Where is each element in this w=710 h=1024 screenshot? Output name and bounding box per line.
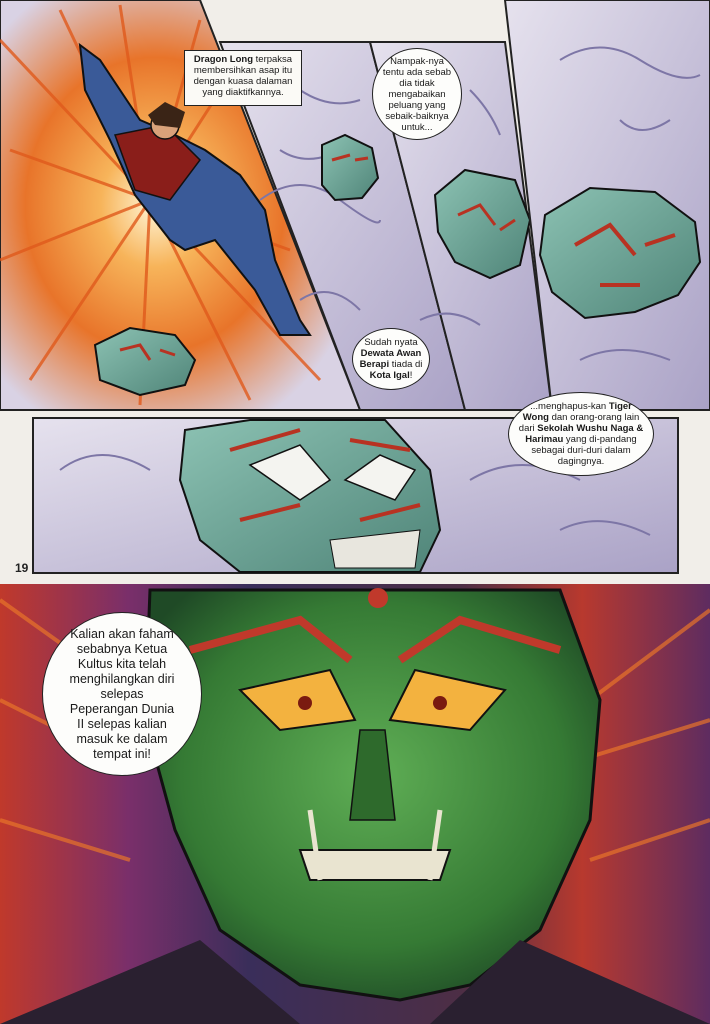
- speech-bubble-nampaknya: [372, 48, 462, 140]
- bubble-text-part: tiada di: [389, 359, 423, 370]
- bubble-text: Kalian akan faham sebabnya Ketua Kultus kita telah menghilangkan diri selepas Peperangan Dunia II selepas kalian masuk ke dalam tempat ini!: [69, 626, 175, 761]
- caption-text: terpaksa membersihkan asap itu dengan kuasa dalaman yang diaktifkannya.: [193, 54, 293, 98]
- bubble-bold-name: Dewata Awan Berapi: [359, 348, 422, 370]
- bubble-bold-school: Sekolah Wushu Naga & Harimau: [525, 423, 644, 445]
- caption-name: Dragon Long: [193, 54, 254, 65]
- bubble-text-part: Sudah nyata: [364, 337, 418, 348]
- bubble-text-part: dan orang-orang lain dari: [518, 412, 640, 434]
- page-number: 19: [15, 561, 29, 575]
- speech-bubble-menghapuskan: [508, 392, 654, 476]
- speech-bubble-kalian: [42, 612, 202, 776]
- bubble-text-part: ...menghapus-kan: [530, 401, 609, 412]
- caption-dragon-long: [184, 50, 302, 106]
- bubble-bold-place: Kota Igal: [369, 370, 410, 381]
- bubble-text: [518, 401, 644, 467]
- bubble-text-part: !: [409, 370, 413, 381]
- bubble-bold-name: Tiger Wong: [522, 401, 632, 423]
- bubble-text: [359, 337, 423, 381]
- bubble-text: Nampak-nya tentu ada sebab dia tidak mengabaikan peluang yang sebaik-baiknya untuk...: [382, 55, 452, 133]
- speech-bubble-sudah-nyata: [352, 328, 430, 390]
- bubble-text-part: yang di-pandang sebagai duri-duri dalam dagingnya.: [531, 434, 637, 467]
